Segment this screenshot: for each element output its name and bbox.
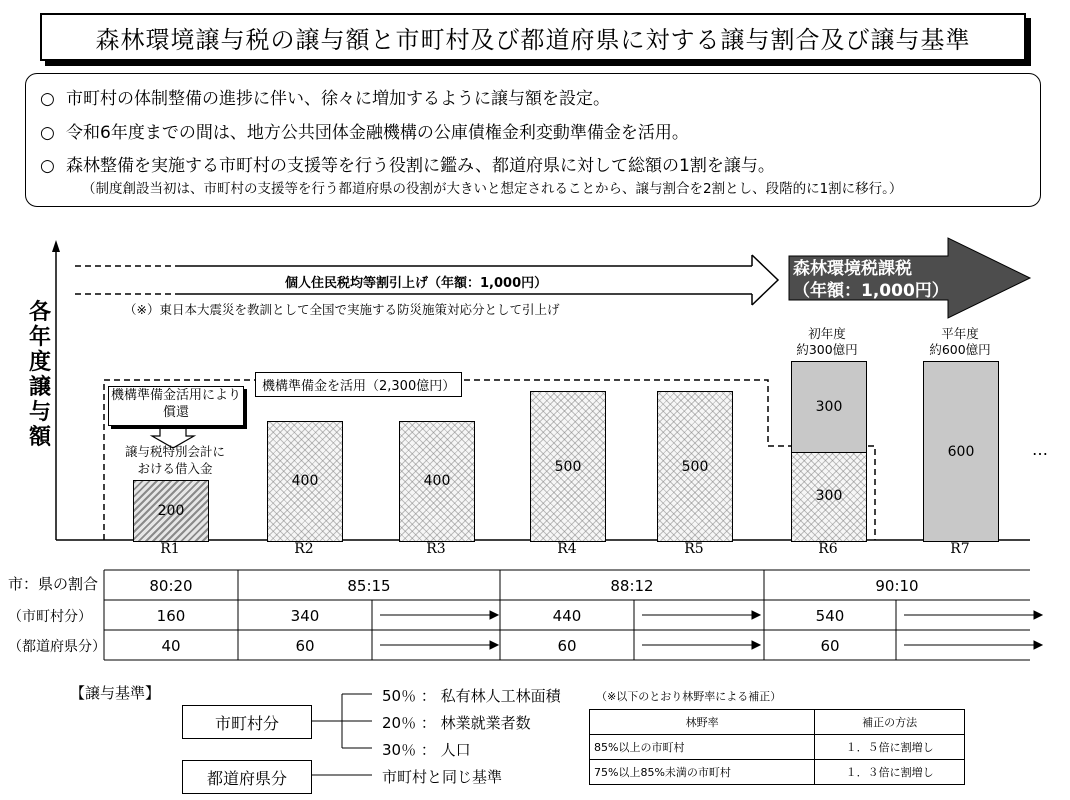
- municipal-box: 市町村分: [182, 705, 312, 739]
- prefecture-row-label: （都道府県分）: [8, 639, 106, 655]
- bar-r2-lower: [267, 421, 343, 542]
- correction-note: （※以下のとおり林野率による補正）: [596, 690, 782, 703]
- note-bullet: ○: [40, 89, 55, 109]
- note-bullet: ○: [40, 123, 55, 143]
- first-year-label: [796, 326, 858, 358]
- x-tick-label: R3: [426, 541, 446, 557]
- prefecture-cell: 40: [161, 637, 181, 655]
- bar-r4-lower: [530, 391, 606, 542]
- bar-value-label: 500: [554, 458, 582, 475]
- bar-value-label: 600: [947, 443, 975, 460]
- bar-value-label: 300: [815, 398, 843, 415]
- resident-tax-label: 個人住民税均等割引上げ（年額：1,000円）: [285, 276, 548, 291]
- reserve-label: 機構準備金を活用（2,300億円）: [255, 372, 462, 397]
- criteria-heading: 【譲与基準】: [70, 684, 161, 702]
- note-text: 令和6年度までの間は、地方公共団体金融機構の公庫債権金利変動準備金を活用。: [66, 123, 689, 143]
- municipal-row-label: （市町村分）: [8, 609, 92, 625]
- tax-arrow-line2: （年額：1,000円）: [793, 281, 949, 301]
- prefecture-cell: 60: [295, 637, 315, 655]
- note-text: 森林整備を実施する市町村の支援等を行う役割に鑑み、都道府県に対して総額の1割を譲与。: [66, 156, 775, 176]
- table-row: [590, 735, 965, 760]
- bar-value-label: 400: [291, 473, 319, 490]
- table-header-row: [590, 710, 965, 735]
- repay-box: [108, 386, 244, 426]
- bar-r7-upper: [923, 361, 999, 542]
- normal-year-line2: 約600億円: [929, 342, 991, 357]
- correction-table: [589, 709, 965, 785]
- note-subtext: （制度創設当初は、市町村の支援等を行う都道府県の役割が大きいと想定されることから、譲与割合を2割とし、段階的に1割に移行。）: [82, 181, 903, 197]
- page-title-text: 森林環境譲与税の譲与額と市町村及び都道府県に対する譲与割合及び譲与基準: [95, 25, 971, 54]
- municipal-cell: 160: [156, 607, 186, 625]
- first-year-line1: 初年度: [808, 326, 846, 341]
- criteria-item: 30％ ： 人口: [382, 741, 471, 759]
- ratio-cell: 80:20: [149, 577, 193, 595]
- table-row: [590, 760, 965, 785]
- municipal-cell: 440: [552, 607, 582, 625]
- normal-year-label: [929, 326, 991, 358]
- resident-tax-note: （※）東日本大震災を教訓として全国で実施する防災施策対応分として引上げ: [124, 302, 560, 317]
- bar-value-label: 400: [423, 473, 451, 490]
- bar-r6-lower: [791, 451, 867, 542]
- criteria-bracket: [312, 694, 372, 775]
- table-cell: １．５倍に割増し: [815, 735, 965, 760]
- bar-r5-lower: [657, 391, 733, 542]
- bar-r6-upper: [791, 361, 867, 452]
- note-bullet: ○: [40, 156, 55, 176]
- municipal-cell: 340: [290, 607, 320, 625]
- tax-arrow-line1: 森林環境税課税: [793, 259, 912, 279]
- ratio-cell: 90:10: [875, 577, 919, 595]
- criteria-item: 50％ ： 私有林人工林面積: [382, 687, 561, 705]
- first-year-line2: 約300億円: [796, 342, 858, 357]
- continuation-ellipsis: …: [1032, 440, 1048, 459]
- criteria-item: 20％ ： 林業就業者数: [382, 714, 531, 732]
- bar-r3-lower: [399, 421, 475, 542]
- bar-value-label: 200: [157, 503, 185, 520]
- municipal-cell: 540: [815, 607, 845, 625]
- y-axis-label: 各年度譲与額: [28, 300, 51, 450]
- table-cell: 85%以上の市町村: [590, 735, 815, 760]
- table-header: 林野率: [590, 710, 815, 735]
- bar-value-label: 500: [681, 458, 709, 475]
- y-axis-arrowhead: [52, 240, 60, 252]
- x-tick-label: R5: [684, 541, 704, 557]
- x-tick-label: R2: [294, 541, 314, 557]
- x-tick-label: R7: [950, 541, 970, 557]
- repay-label: 機構準備金活用により償還: [110, 388, 241, 420]
- arrow-head: [752, 255, 778, 305]
- prefecture-box: 都道府県分: [182, 760, 312, 794]
- bar-value-label: 300: [815, 488, 843, 505]
- prefecture-criteria-text: 市町村と同じ基準: [382, 768, 503, 786]
- tax-arrow-label: [793, 258, 949, 302]
- prefecture-cell: 60: [557, 637, 577, 655]
- bar-r1-lower: [133, 480, 209, 542]
- table-header: 補正の方法: [815, 710, 965, 735]
- normal-year-line1: 平年度: [941, 326, 979, 341]
- table-cell: 75%以上85%未満の市町村: [590, 760, 815, 785]
- table-cell: １．３倍に割増し: [815, 760, 965, 785]
- prefecture-cell: 60: [820, 637, 840, 655]
- ratio-header: 市：県の割合: [8, 575, 99, 593]
- note-text: 市町村の体制整備の進捗に伴い、徐々に増加するように譲与額を設定。: [66, 89, 610, 109]
- ratio-cell: 85:15: [347, 577, 391, 595]
- x-tick-label: R1: [160, 541, 180, 557]
- x-tick-label: R6: [818, 541, 838, 557]
- borrow-label: 譲与税特別会計における借入金: [124, 444, 225, 476]
- x-tick-label: R4: [557, 541, 577, 557]
- ratio-cell: 88:12: [610, 577, 654, 595]
